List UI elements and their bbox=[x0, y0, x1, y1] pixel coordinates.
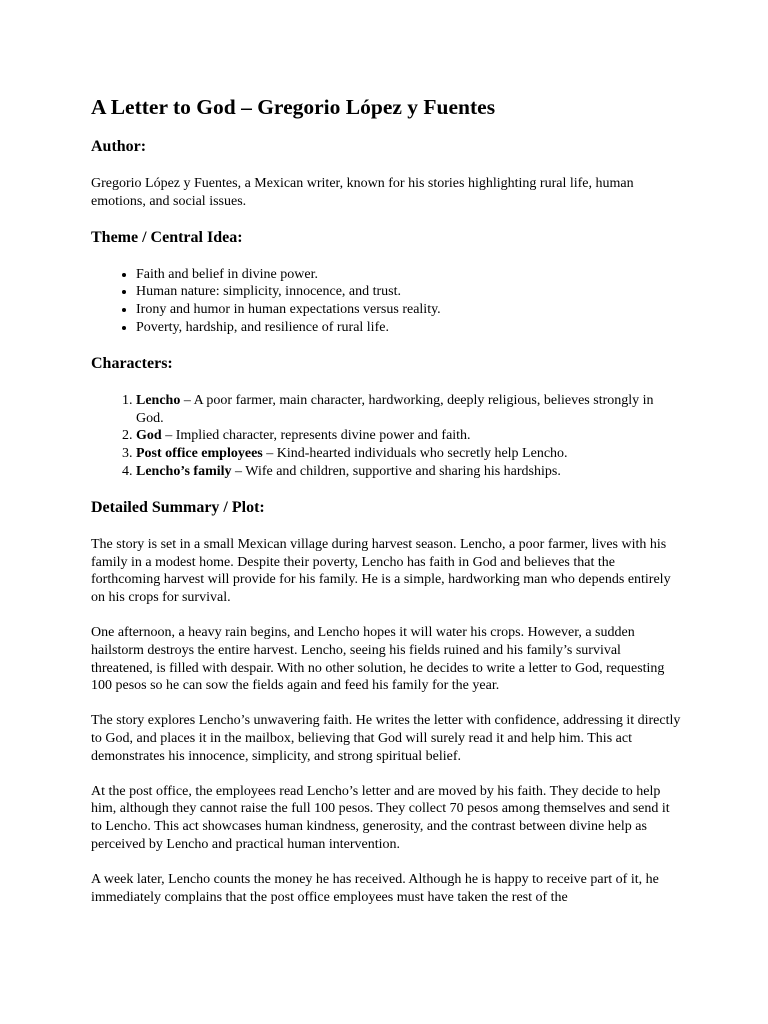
summary-heading: Detailed Summary / Plot: bbox=[91, 498, 265, 516]
document-title: A Letter to God – Gregorio López y Fuentes bbox=[91, 95, 496, 119]
summary-paragraph: One afternoon, a heavy rain begins, and Lencho hopes it will water his crops. However, a sudden hailstorm destroys the entire harvest. Lencho, seeing his fields ruined and his family’s survival threatened, is filled with despair. With no other solution, he decides to write a letter to God, requesting 100 pesos so he can sow the fields again and feed his family for the year. bbox=[91, 624, 665, 694]
character-item bbox=[136, 445, 681, 463]
character-item bbox=[136, 463, 681, 481]
characters-heading: Characters: bbox=[91, 354, 173, 372]
theme-item: • Human nature: simplicity, innocence, and trust. bbox=[136, 283, 681, 301]
theme-list bbox=[91, 266, 681, 337]
character-desc: – Wife and children, supportive and sharing his hardships. bbox=[231, 463, 561, 479]
theme-item: • Irony and humor in human expectations versus reality. bbox=[136, 301, 681, 319]
summary-paragraph: At the post office, the employees read Lencho’s letter and are moved by his faith. They decide to help him, although they cannot raise the full 100 pesos. They collect 70 pesos among themselves and send it to Lencho. This act showcases human kindness, generosity, and the contrast between divine help as perceived by Lencho and practical human intervention. bbox=[91, 783, 670, 852]
character-desc: – Kind-hearted individuals who secretly help Lencho. bbox=[262, 446, 568, 462]
character-name: Post office employees bbox=[136, 446, 263, 462]
character-item bbox=[136, 392, 681, 428]
character-desc: – A poor farmer, main character, hardworking, deeply religious, believes strongly in God. bbox=[136, 392, 654, 426]
theme-item: • Poverty, hardship, and resilience of rural life. bbox=[136, 319, 681, 337]
character-name: God bbox=[136, 428, 162, 444]
summary-paragraph: The story explores Lencho’s unwavering faith. He writes the letter with confidence, addressing it directly to God, and places it in the mailbox, believing that God will surely read it and help him. This act demonstrates his innocence, simplicity, and strong spiritual belief. bbox=[91, 713, 681, 764]
character-desc: – Implied character, represents divine power and faith. bbox=[161, 428, 471, 444]
theme-item: • Faith and belief in divine power. bbox=[136, 266, 681, 284]
document-page bbox=[91, 93, 681, 923]
summary-paragraph: The story is set in a small Mexican village during harvest season. Lencho, a poor farmer, lives with his family in a modest home. Despite their poverty, Lencho has faith in God and believes that the forthcoming harvest will provide for his family. He is a simple, hardworking man who depends entirely on his crops for survival. bbox=[91, 536, 671, 606]
author-heading: Author: bbox=[91, 138, 147, 155]
theme-heading: Theme / Central Idea: bbox=[91, 228, 243, 246]
character-name: Lencho bbox=[136, 392, 181, 408]
summary-paragraph: A week later, Lencho counts the money he has received. Although he is happy to receive part of it, he immediately complains that the post office employees must have taken the rest of the bbox=[91, 871, 659, 905]
character-item bbox=[136, 427, 681, 445]
characters-list bbox=[91, 392, 681, 481]
character-name: Lencho’s family bbox=[136, 463, 232, 479]
author-text: Gregorio López y Fuentes, a Mexican writer, known for his stories highlighting rural life, human emotions, and social issues. bbox=[91, 176, 634, 209]
